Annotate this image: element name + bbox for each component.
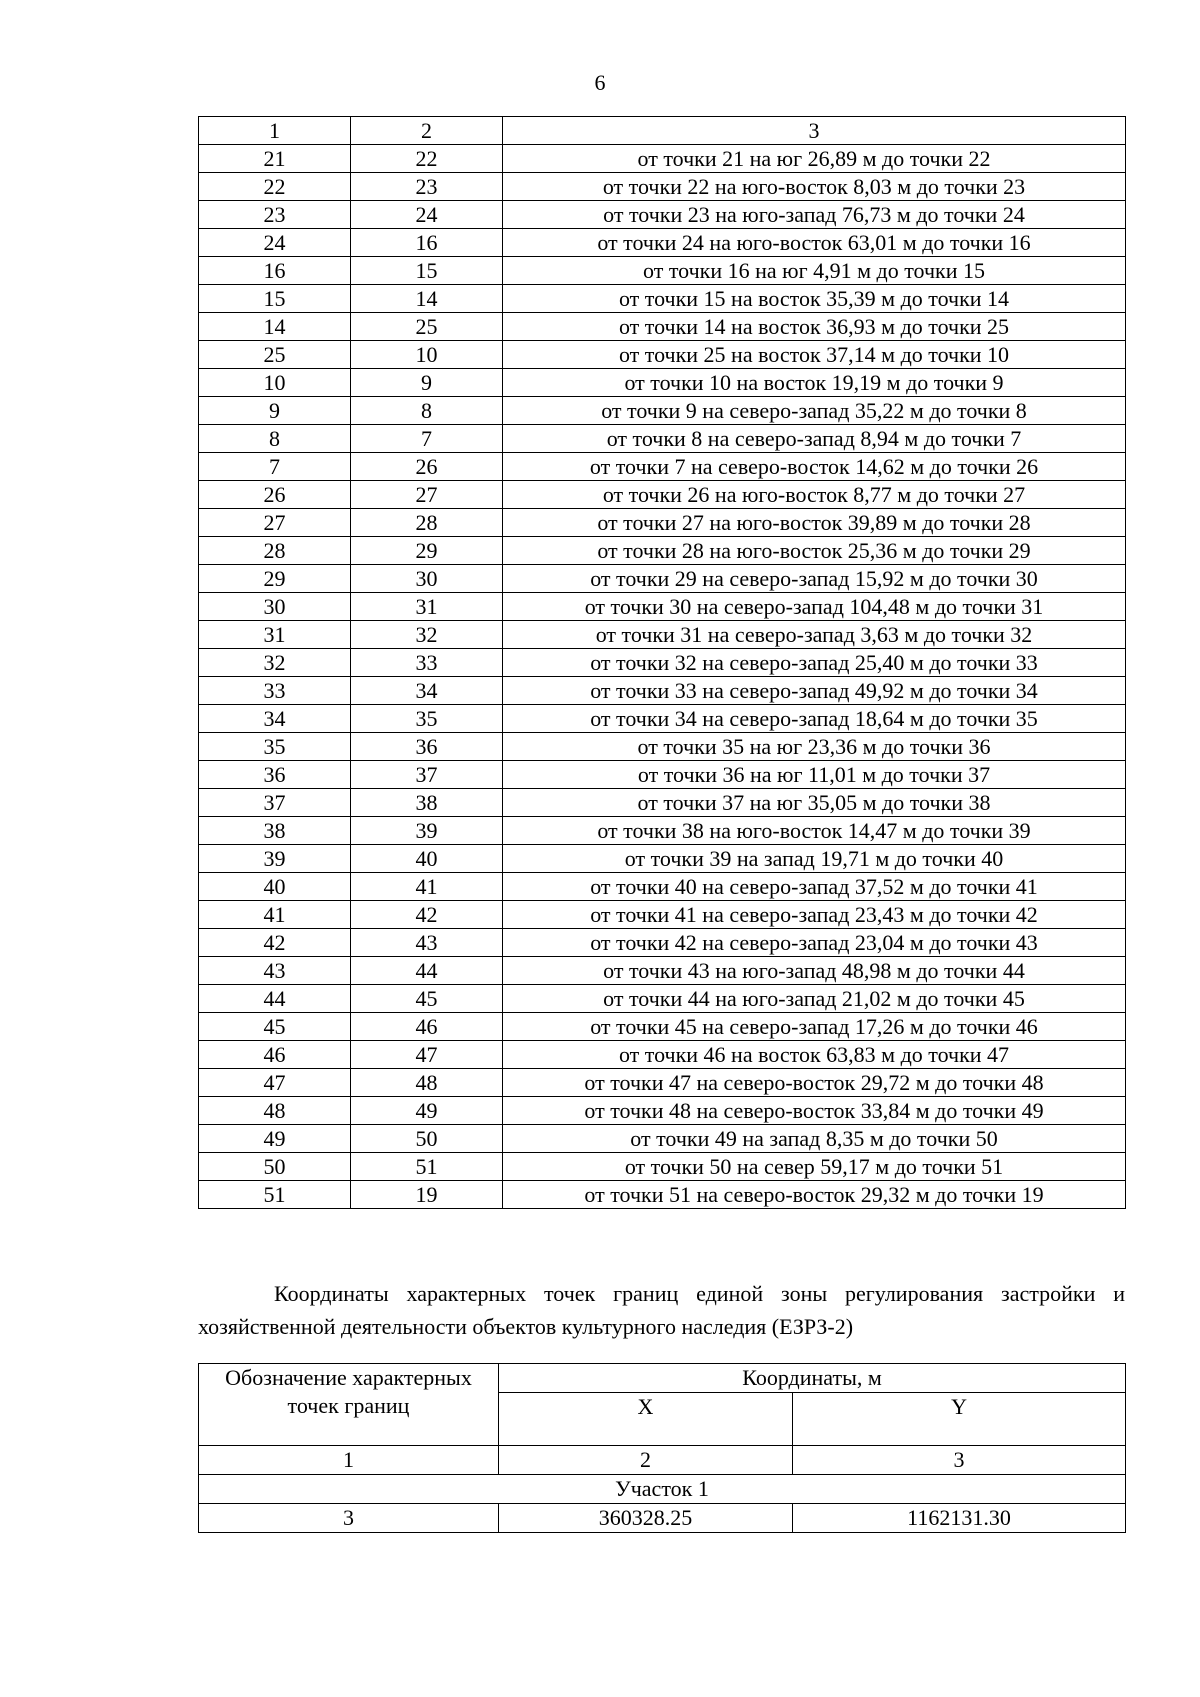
segments-table-body [199,117,1126,1209]
from-point-cell: 16 [199,257,351,285]
section-paragraph [198,1277,1125,1343]
paragraph-text: Координаты характерных точек границ единой зоны регулирования застройки и хозяйственной деятельности объектов культурного наследия (ЕЗРЗ-2) [198,1281,1125,1339]
table-row [199,369,1126,397]
to-point-cell: 29 [351,537,503,565]
from-point-cell: 48 [199,1097,351,1125]
from-point-cell: 7 [199,453,351,481]
table-row [199,621,1126,649]
segment-description-cell: от точки 36 на юг 11,01 м до точки 37 [503,761,1126,789]
col-number-2: 2 [499,1446,793,1475]
from-point-cell: 26 [199,481,351,509]
from-point-cell: 24 [199,229,351,257]
table-row [199,481,1126,509]
to-point-cell: 10 [351,341,503,369]
to-point-cell: 47 [351,1041,503,1069]
coordinates-table [198,1363,1126,1533]
table-row [199,929,1126,957]
segment-description-cell: от точки 33 на северо-запад 49,92 м до точки 34 [503,677,1126,705]
table-row [199,761,1126,789]
segment-description-cell: от точки 38 на юго-восток 14,47 м до точки 39 [503,817,1126,845]
coordinates-table-body [199,1364,1126,1533]
table-row [199,341,1126,369]
table-row [199,1041,1126,1069]
from-point-cell: 29 [199,565,351,593]
from-point-cell: 31 [199,621,351,649]
to-point-cell: 51 [351,1153,503,1181]
coordinates-header: Координаты, м [499,1364,1126,1393]
from-point-cell: 50 [199,1153,351,1181]
section-label: Участок 1 [199,1475,1126,1504]
table-row [199,285,1126,313]
segment-description-cell: от точки 50 на север 59,17 м до точки 51 [503,1153,1126,1181]
to-point-cell: 9 [351,369,503,397]
table-row [199,537,1126,565]
point-label-header: Обозначение характерных точек границ [199,1364,499,1446]
segment-description-cell: от точки 29 на северо-запад 15,92 м до точки 30 [503,565,1126,593]
to-point-cell: 45 [351,985,503,1013]
segment-description-cell: от точки 8 на северо-запад 8,94 м до точки 7 [503,425,1126,453]
segment-description-cell: от точки 42 на северо-запад 23,04 м до точки 43 [503,929,1126,957]
y-value: 1162131.30 [793,1504,1126,1533]
col-number-1: 1 [199,1446,499,1475]
from-point-cell: 46 [199,1041,351,1069]
from-point-cell: 39 [199,845,351,873]
segment-description-cell: от точки 45 на северо-запад 17,26 м до точки 46 [503,1013,1126,1041]
segment-description-cell: от точки 22 на юго-восток 8,03 м до точки 23 [503,173,1126,201]
from-point-cell: 23 [199,201,351,229]
table-row [199,145,1126,173]
table-row [199,173,1126,201]
to-point-cell: 35 [351,705,503,733]
to-point-cell: 46 [351,1013,503,1041]
segment-description-cell: от точки 49 на запад 8,35 м до точки 50 [503,1125,1126,1153]
from-point-cell: 30 [199,593,351,621]
from-point-cell: 47 [199,1069,351,1097]
table-row [199,705,1126,733]
segment-description-cell: от точки 31 на северо-запад 3,63 м до точки 32 [503,621,1126,649]
from-point-cell: 9 [199,397,351,425]
segment-description-cell: от точки 30 на северо-запад 104,48 м до точки 31 [503,593,1126,621]
segment-description-cell: от точки 25 на восток 37,14 м до точки 10 [503,341,1126,369]
table-row [199,1153,1126,1181]
to-point-cell: 23 [351,173,503,201]
to-point-cell: 8 [351,397,503,425]
from-point-cell: 10 [199,369,351,397]
header-cell-col3: 3 [503,117,1126,145]
from-point-cell: 44 [199,985,351,1013]
segment-description-cell: от точки 9 на северо-запад 35,22 м до точки 8 [503,397,1126,425]
from-point-cell: 49 [199,1125,351,1153]
segment-description-cell: от точки 28 на юго-восток 25,36 м до точки 29 [503,537,1126,565]
to-point-cell: 36 [351,733,503,761]
table-row [199,957,1126,985]
table-row [199,985,1126,1013]
table-row [199,201,1126,229]
page-number: 6 [594,70,606,95]
to-point-cell: 22 [351,145,503,173]
from-point-cell: 45 [199,1013,351,1041]
segment-description-cell: от точки 37 на юг 35,05 м до точки 38 [503,789,1126,817]
table-row [199,817,1126,845]
from-point-cell: 8 [199,425,351,453]
segment-description-cell: от точки 48 на северо-восток 33,84 м до точки 49 [503,1097,1126,1125]
table-row [199,1013,1126,1041]
coords-number-row [199,1446,1126,1475]
table-row [199,1069,1126,1097]
table-row [199,873,1126,901]
from-point-cell: 51 [199,1181,351,1209]
segment-description-cell: от точки 27 на юго-восток 39,89 м до точки 28 [503,509,1126,537]
to-point-cell: 27 [351,481,503,509]
from-point-cell: 27 [199,509,351,537]
to-point-cell: 38 [351,789,503,817]
to-point-cell: 26 [351,453,503,481]
table-row [199,1181,1126,1209]
table-row [199,845,1126,873]
boundary-segments-table [198,116,1126,1209]
segment-description-cell: от точки 43 на юго-запад 48,98 м до точки 44 [503,957,1126,985]
header-cell-col1: 1 [199,117,351,145]
table-row [199,425,1126,453]
to-point-cell: 37 [351,761,503,789]
y-header: Y [793,1393,1126,1446]
segment-description-cell: от точки 16 на юг 4,91 м до точки 15 [503,257,1126,285]
segment-description-cell: от точки 24 на юго-восток 63,01 м до точки 16 [503,229,1126,257]
table-row [199,1125,1126,1153]
table-row [199,789,1126,817]
to-point-cell: 44 [351,957,503,985]
segment-description-cell: от точки 34 на северо-запад 18,64 м до точки 35 [503,705,1126,733]
from-point-cell: 22 [199,173,351,201]
to-point-cell: 39 [351,817,503,845]
table-row [199,733,1126,761]
from-point-cell: 14 [199,313,351,341]
segment-description-cell: от точки 7 на северо-восток 14,62 м до точки 26 [503,453,1126,481]
to-point-cell: 7 [351,425,503,453]
table-row [199,313,1126,341]
to-point-cell: 42 [351,901,503,929]
segment-description-cell: от точки 14 на восток 36,93 м до точки 25 [503,313,1126,341]
to-point-cell: 15 [351,257,503,285]
segments-header-row [199,117,1126,145]
to-point-cell: 32 [351,621,503,649]
from-point-cell: 43 [199,957,351,985]
to-point-cell: 40 [351,845,503,873]
to-point-cell: 19 [351,1181,503,1209]
segment-description-cell: от точки 46 на восток 63,83 м до точки 47 [503,1041,1126,1069]
from-point-cell: 35 [199,733,351,761]
section-row [199,1475,1126,1504]
segment-description-cell: от точки 23 на юго-запад 76,73 м до точки 24 [503,201,1126,229]
to-point-cell: 41 [351,873,503,901]
segment-description-cell: от точки 39 на запад 19,71 м до точки 40 [503,845,1126,873]
from-point-cell: 38 [199,817,351,845]
segment-description-cell: от точки 15 на восток 35,39 м до точки 14 [503,285,1126,313]
table-row [199,593,1126,621]
segment-description-cell: от точки 21 на юг 26,89 м до точки 22 [503,145,1126,173]
to-point-cell: 50 [351,1125,503,1153]
x-header: X [499,1393,793,1446]
table-row [199,229,1126,257]
table-row [199,257,1126,285]
from-point-cell: 41 [199,901,351,929]
from-point-cell: 40 [199,873,351,901]
x-value: 360328.25 [499,1504,793,1533]
table-row [199,397,1126,425]
segment-description-cell: от точки 51 на северо-восток 29,32 м до точки 19 [503,1181,1126,1209]
segment-description-cell: от точки 44 на юго-запад 21,02 м до точки 45 [503,985,1126,1013]
to-point-cell: 43 [351,929,503,957]
to-point-cell: 25 [351,313,503,341]
segment-description-cell: от точки 47 на северо-восток 29,72 м до точки 48 [503,1069,1126,1097]
to-point-cell: 30 [351,565,503,593]
segment-description-cell: от точки 35 на юг 23,36 м до точки 36 [503,733,1126,761]
table-row [199,565,1126,593]
from-point-cell: 36 [199,761,351,789]
segment-description-cell: от точки 10 на восток 19,19 м до точки 9 [503,369,1126,397]
from-point-cell: 32 [199,649,351,677]
table-row [199,649,1126,677]
to-point-cell: 33 [351,649,503,677]
col-number-3: 3 [793,1446,1126,1475]
to-point-cell: 49 [351,1097,503,1125]
coords-header-row-1 [199,1364,1126,1393]
segment-description-cell: от точки 41 на северо-запад 23,43 м до точки 42 [503,901,1126,929]
segment-description-cell: от точки 40 на северо-запад 37,52 м до точки 41 [503,873,1126,901]
to-point-cell: 48 [351,1069,503,1097]
table-row [199,677,1126,705]
from-point-cell: 25 [199,341,351,369]
segment-description-cell: от точки 32 на северо-запад 25,40 м до точки 33 [503,649,1126,677]
to-point-cell: 31 [351,593,503,621]
to-point-cell: 14 [351,285,503,313]
coords-data-row [199,1504,1126,1533]
table-row [199,509,1126,537]
point-id: 3 [199,1504,499,1533]
table-row [199,901,1126,929]
from-point-cell: 34 [199,705,351,733]
to-point-cell: 34 [351,677,503,705]
table-row [199,1097,1126,1125]
to-point-cell: 16 [351,229,503,257]
from-point-cell: 33 [199,677,351,705]
from-point-cell: 28 [199,537,351,565]
table-row [199,453,1126,481]
to-point-cell: 28 [351,509,503,537]
segment-description-cell: от точки 26 на юго-восток 8,77 м до точки 27 [503,481,1126,509]
to-point-cell: 24 [351,201,503,229]
from-point-cell: 37 [199,789,351,817]
from-point-cell: 21 [199,145,351,173]
header-cell-col2: 2 [351,117,503,145]
from-point-cell: 42 [199,929,351,957]
from-point-cell: 15 [199,285,351,313]
